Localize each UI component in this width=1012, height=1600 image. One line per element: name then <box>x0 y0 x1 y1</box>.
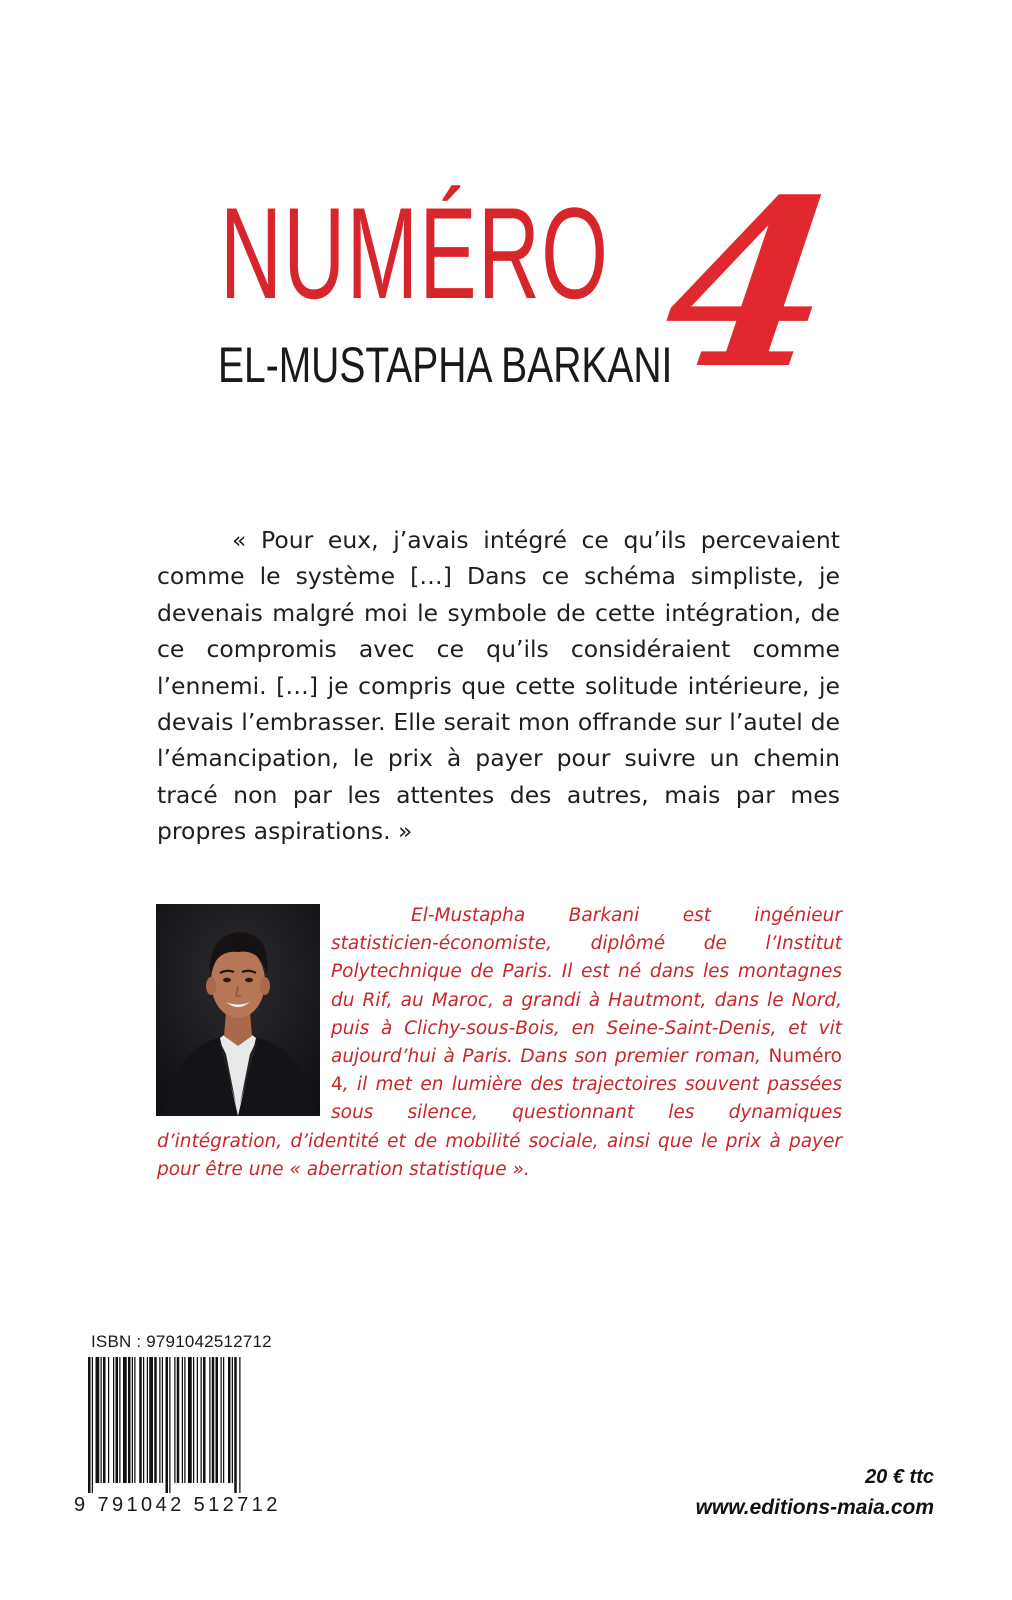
bio-text-part-1: El-Mustapha Barkani est ingénieur statisticien-économiste, diplômé de l’Institut Polytechnique de Paris. Il est né dans les montagnes du Rif, au Maroc, a grandi à Hautmont, dans le Nord, puis à Clichy-sous-Bois, en Seine-Saint-Denis, et vit aujourd’hui à Paris. Dans son premier roman, <box>331 905 842 1068</box>
back-cover-quote: « Pour eux, j’avais intégré ce qu’ils percevaient comme le système […] Dans ce schéma simpliste, je devenais malgré moi le symbole de cette intégration, de ce compromis avec ce qu’ils considéraient comme l’ennemi. […] je compris que cette solitude intérieure, je devais l’embrasser. Elle serait mon offrande sur l’autel de l’émancipation, le prix à payer pour suivre un chemin tracé non par les attentes des autres, mais par mes propres aspirations. » <box>157 526 840 846</box>
barcode-bar <box>212 1357 215 1483</box>
photo-spacer <box>157 902 331 1127</box>
barcode-bar <box>197 1357 198 1483</box>
barcode-bar <box>88 1357 91 1493</box>
barcode-bar <box>147 1357 148 1483</box>
barcode-bar <box>177 1357 180 1483</box>
barcode-bar <box>182 1357 183 1483</box>
barcode-bar <box>139 1357 142 1483</box>
barcode-bar <box>159 1357 160 1483</box>
barcode-bar <box>209 1357 210 1483</box>
barcode-bar <box>166 1357 169 1493</box>
author-name: EL-MUSTAPHA BARKANI <box>218 337 673 393</box>
price-label: 20 € ttc <box>865 1466 934 1488</box>
isbn-label: ISBN : 9791042512712 <box>91 1332 272 1351</box>
barcode-bar <box>162 1357 163 1483</box>
barcode-bar <box>108 1357 109 1483</box>
barcode-bar <box>128 1357 131 1483</box>
publisher-website: www.editions-maia.com <box>695 1496 934 1519</box>
barcode-bar <box>132 1357 133 1483</box>
title-number: 4 <box>651 150 850 420</box>
barcode-bar <box>123 1357 127 1483</box>
barcode-bar <box>119 1357 120 1483</box>
barcode-bar <box>188 1357 192 1483</box>
author-biography <box>157 902 842 1184</box>
barcode-bar <box>223 1357 224 1483</box>
barcode-bar <box>228 1357 231 1483</box>
barcode-bar <box>149 1357 153 1483</box>
barcode-bar <box>184 1357 185 1483</box>
barcode-bar <box>201 1357 202 1483</box>
barcode-digits: 9 791042 512712 <box>74 1494 281 1516</box>
barcode-bar <box>154 1357 157 1483</box>
barcode-bar <box>239 1357 240 1493</box>
barcode-bar <box>169 1357 170 1493</box>
barcode-bar <box>203 1357 206 1483</box>
barcode-bar <box>96 1357 100 1483</box>
barcode-bar <box>143 1357 144 1483</box>
isbn-barcode <box>88 1357 288 1493</box>
barcode-bar <box>221 1357 222 1483</box>
barcode-bar <box>234 1357 237 1493</box>
book-title: NUMÉRO <box>220 180 610 326</box>
barcode-bar <box>232 1357 233 1483</box>
barcode-bar <box>134 1357 135 1483</box>
barcode-bar <box>113 1357 114 1483</box>
barcode-bar <box>216 1357 219 1483</box>
barcode-bar <box>193 1357 194 1483</box>
bio-book-title: Numéro 4 <box>331 1046 842 1096</box>
bio-text-part-2: , il met en lumière des trajectoires souvent passées sous silence, questionnant les dynamiques d’intégration, d’identité et de mobilité sociale, ainsi que le prix à payer pour être une « aberration statistique ». <box>157 1074 842 1180</box>
barcode-bar <box>103 1357 106 1483</box>
barcode-bar <box>101 1357 102 1483</box>
barcode-bar <box>116 1357 119 1483</box>
barcode-bar <box>92 1357 93 1493</box>
barcode-bar <box>174 1357 175 1483</box>
